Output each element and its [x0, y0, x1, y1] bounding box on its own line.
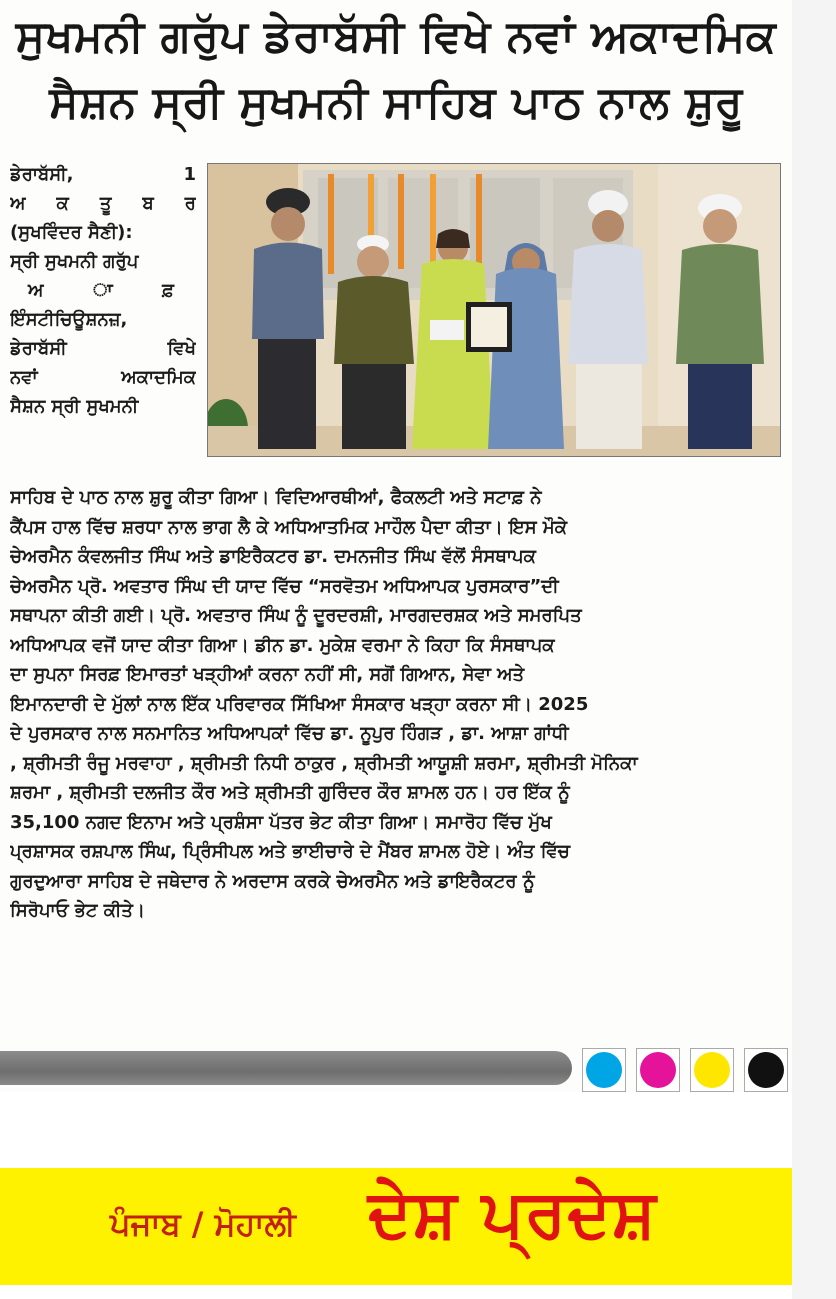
- body-line: ਇਮਾਨਦਾਰੀ ਦੇ ਮੁੱਲਾਂ ਨਾਲ ਇੱਕ ਪਰਿਵਾਰਕ ਸਿੱਖਿਆ ਸੰਸਕਾਰ ਖੜ੍ਹਾ ਕਰਨਾ ਸੀ। 2025: [10, 693, 589, 715]
- registration-mark-cyan: [582, 1048, 626, 1092]
- registration-mark-yellow: [690, 1048, 734, 1092]
- dateline-word: ਵਿਖੇ: [167, 338, 196, 359]
- body-line: ਗੁਰਦੁਆਰਾ ਸਾਹਿਬ ਦੇ ਜਥੇਦਾਰ ਨੇ ਅਰਦਾਸ ਕਰਕੇ ਚੇਅਰਮੈਨ ਅਤੇ ਡਾਇਰੈਕਟਰ ਨੂੰ: [10, 870, 535, 892]
- dateline-institutions: ਇੰਸਟੀਚਿਊਸ਼ਨਜ਼,: [10, 309, 128, 330]
- headline-line-1: ਸੁਖਮਨੀ ਗਰੁੱਪ ਡੇਰਾਬੱਸੀ ਵਿਖੇ ਨਵਾਂ ਅਕਾਦਮਿਕ: [15, 11, 777, 62]
- dateline-place: ਡੇਰਾਬੱਸੀ,: [10, 164, 74, 185]
- body-line: ਸਿਰੋਪਾਓ ਭੇਟ ਕੀਤੇ।: [10, 900, 146, 921]
- body-line: , ਸ਼੍ਰੀਮਤੀ ਰੰਜੂ ਮਰਵਾਹਾ , ਸ਼੍ਰੀਮਤੀ ਨਿਧੀ ਠਾਕੁਰ , ਸ਼੍ਰੀਮਤੀ ਆਯੂਸ਼ੀ ਸ਼ਰਮਾ, ਸ਼੍ਰੀਮਤੀ ਮੋਨਿਕਾ: [10, 752, 638, 774]
- page-edge: [792, 0, 836, 1299]
- body-line: ਦਾ ਸੁਪਨਾ ਸਿਰਫ਼ ਇਮਾਰਤਾਂ ਖੜ੍ਹੀਆਂ ਕਰਨਾ ਨਹੀਂ ਸੀ, ਸਗੋਂ ਗਿਆਨ, ਸੇਵਾ ਅਤੇ: [10, 664, 525, 685]
- headline-line-2: ਸੈਸ਼ਨ ਸ੍ਰੀ ਸੁਖਮਨੀ ਸਾਹਿਬ ਪਾਠ ਨਾਲ ਸ਼ੁਰੂ: [49, 77, 743, 128]
- brand-logo: ਦੇਸ਼ ਪ੍ਰਦੇਸ਼: [368, 1175, 657, 1252]
- group-photo-illustration: [208, 164, 780, 456]
- body-line: ਕੈਂਪਸ ਹਾਲ ਵਿੱਚ ਸ਼ਰਧਾ ਨਾਲ ਭਾਗ ਲੈ ਕੇ ਅਧਿਆਤਮਿਕ ਮਾਹੌਲ ਪੈਦਾ ਕੀਤਾ। ਇਸ ਮੌਕੇ: [10, 516, 568, 538]
- dateline-word: ਨਵਾਂ: [10, 367, 38, 388]
- dateline-reporter: (ਸੁਖਵਿੰਦਰ ਸੈਣੀ):: [10, 222, 133, 243]
- dateline-last: ਸੈਸ਼ਨ ਸ੍ਰੀ ਸੁਖਮਨੀ: [10, 396, 139, 417]
- dateline-column: [10, 160, 196, 421]
- print-color-bar: [0, 1051, 572, 1085]
- body-line: ਦੇ ਪੁਰਸਕਾਰ ਨਾਲ ਸਨਮਾਨਿਤ ਅਧਿਆਪਕਾਂ ਵਿੱਚ ਡਾ. ਨੂਪੁਰ ਹਿੰਗੜ , ਡਾ. ਆਸ਼ਾ ਗਾਂਧੀ: [10, 723, 569, 744]
- body-line: ਸਥਾਪਨਾ ਕੀਤੀ ਗਈ। ਪ੍ਰੋ. ਅਵਤਾਰ ਸਿੰਘ ਨੂੰ ਦੂਰਦਰਸ਼ੀ, ਮਾਰਗਦਰਸ਼ਕ ਅਤੇ ਸਮਰਪਿਤ: [10, 605, 582, 626]
- body-line: ਅਧਿਆਪਕ ਵਜੋਂ ਯਾਦ ਕੀਤਾ ਗਿਆ। ਡੀਨ ਡਾ. ਮੁਕੇਸ਼ ਵਰਮਾ ਨੇ ਕਿਹਾ ਕਿ ਸੰਸਥਾਪਕ: [10, 634, 555, 656]
- body-line: 35,100 ਨਗਦ ਇਨਾਮ ਅਤੇ ਪ੍ਰਸ਼ੰਸਾ ਪੱਤਰ ਭੇਟ ਕੀਤਾ ਗਿਆ। ਸਮਾਰੋਹ ਵਿੱਚ ਮੁੱਖ: [10, 811, 552, 833]
- body-line: ਸਾਹਿਬ ਦੇ ਪਾਠ ਨਾਲ ਸ਼ੁਰੂ ਕੀਤਾ ਗਿਆ। ਵਿਦਿਆਰਥੀਆਂ, ਫੈਕਲਟੀ ਅਤੇ ਸਟਾਫ਼ ਨੇ: [10, 487, 542, 508]
- dateline-day: 1: [183, 164, 196, 185]
- body-line: ਚੇਅਰਮੈਨ ਪ੍ਰੋ. ਅਵਤਾਰ ਸਿੰਘ ਦੀ ਯਾਦ ਵਿੱਚ “ਸਰਵੋਤਮ ਅਧਿਆਪਕ ਪੁਰਸਕਾਰ”ਦੀ: [10, 575, 559, 597]
- body-line: ਚੇਅਰਮੈਨ ਕੰਵਲਜੀਤ ਸਿੰਘ ਅਤੇ ਡਾਇਰੈਕਟਰ ਡਾ. ਦਮਨਜੀਤ ਸਿੰਘ ਵੱਲੋਂ ਸੰਸਥਾਪਕ: [10, 546, 536, 567]
- dateline-word: ਡੇਰਾਬੱਸੀ: [10, 338, 67, 359]
- dateline-word: ਅਕਾਦਮਿਕ: [121, 367, 196, 388]
- headline: [0, 4, 792, 136]
- registration-mark-magenta: [636, 1048, 680, 1092]
- dateline-of: ਅ ਾ ਫ਼: [28, 280, 174, 301]
- body-line: ਪ੍ਰਸ਼ਾਸਕ ਰਸ਼ਪਾਲ ਸਿੰਘ, ਪ੍ਰਿੰਸੀਪਲ ਅਤੇ ਭਾਈਚਾਰੇ ਦੇ ਮੈਂਬਰ ਸ਼ਾਮਲ ਹੋਏ। ਅੰਤ ਵਿੱਚ: [10, 841, 570, 862]
- body-line: ਸ਼ਰਮਾ , ਸ਼੍ਰੀਮਤੀ ਦਲਜੀਤ ਕੌਰ ਅਤੇ ਸ਼੍ਰੀਮਤੀ ਗੁਰਿੰਦਰ ਕੌਰ ਸ਼ਾਮਲ ਹਨ। ਹਰ ਇੱਕ ਨੂੰ: [10, 782, 570, 803]
- dateline-intro: ਸ੍ਰੀ ਸੁਖਮਨੀ ਗਰੁੱਪ: [10, 251, 139, 272]
- registration-mark-black: [744, 1048, 788, 1092]
- dateline-month: ਅ ਕ ਤੂ ਬ ਰ: [10, 193, 196, 214]
- section-label: ਪੰਜਾਬ / ਮੋਹਾਲੀ: [110, 1205, 296, 1243]
- article-body: [10, 483, 786, 926]
- news-photo: [207, 163, 781, 457]
